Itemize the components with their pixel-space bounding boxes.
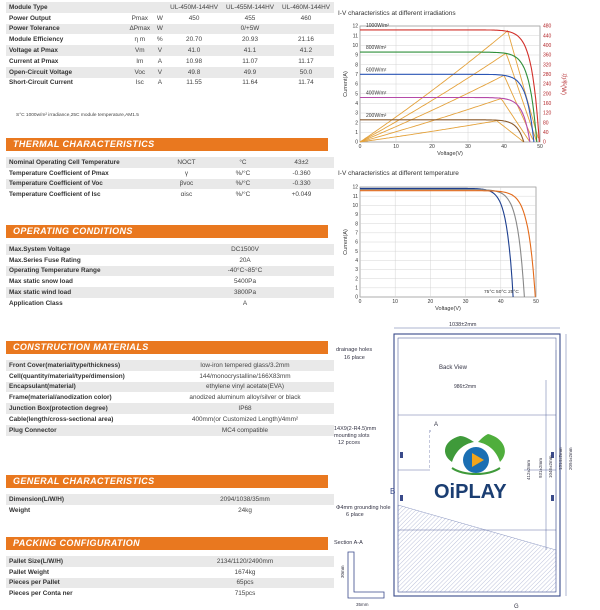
table-row <box>6 371 334 382</box>
y2-tick-label: 40 <box>543 129 549 136</box>
row-value: %/°C <box>217 179 269 190</box>
row-label: Pallet Size(L/W/H) <box>6 556 156 567</box>
row-value: -0.360 <box>269 168 334 179</box>
y2-tick-label: 440 <box>543 33 552 40</box>
row-value: 400mm(or Customized Length)/4mm² <box>156 414 334 425</box>
table-row <box>6 78 334 89</box>
slots-label-2: mounting slots <box>334 433 370 439</box>
irradiance-chart <box>334 20 566 160</box>
row-label: Pieces per Pallet <box>6 578 156 589</box>
y-tick-label: 5 <box>355 91 358 98</box>
row-value: W <box>154 13 166 24</box>
operating-table <box>6 244 334 309</box>
row-value: ΔPmax <box>126 24 154 35</box>
x-tick-label: 30 <box>462 299 469 305</box>
row-label: Module Type <box>6 2 126 13</box>
y-tick-label: 3 <box>355 110 358 117</box>
x-tick-label: 50 <box>537 144 543 150</box>
table-row <box>6 13 334 24</box>
row-value: 2134/1120/2490mm <box>156 556 334 567</box>
y-tick-label: 10 <box>352 202 358 209</box>
row-value: UL-450M-144HV <box>166 2 222 13</box>
row-value: DC1500V <box>156 244 334 255</box>
y-tick-label: 7 <box>355 230 358 237</box>
y-tick-label: 4 <box>355 100 358 107</box>
y-tick-label: 7 <box>355 71 358 78</box>
y2-tick-label: 400 <box>543 42 552 49</box>
row-value: 11.07 <box>222 56 278 67</box>
y2-tick-label: 120 <box>543 110 552 117</box>
row-value <box>154 2 166 13</box>
y2-tick-label: 80 <box>543 120 549 127</box>
packing-table <box>6 556 334 599</box>
row-value: 41.2 <box>278 45 334 56</box>
row-value: 41.0 <box>166 45 222 56</box>
row-label: Power Tolerance <box>6 24 126 35</box>
y-tick-label: 12 <box>352 23 358 30</box>
x-axis-label: Voltage(V) <box>435 306 461 312</box>
general-table <box>6 494 334 516</box>
y-tick-label: 1 <box>355 285 358 292</box>
row-label: Max.Series Fuse Rating <box>6 255 156 266</box>
y-tick-label: 8 <box>355 62 358 69</box>
row-value: W <box>154 24 166 35</box>
slots-label: 14X9(2-R4.5)mm <box>334 426 377 432</box>
row-label: Junction Box(protection degree) <box>6 403 156 414</box>
construction-table <box>6 360 334 436</box>
row-label: Max static wind load <box>6 287 156 298</box>
section-thermal-title: THERMAL CHARACTERISTICS <box>6 138 328 151</box>
row-value: 20.70 <box>166 34 222 45</box>
dim-top-label: 1038±2mm <box>449 322 477 328</box>
dim-h5-label: 412±2mm <box>526 460 531 480</box>
hatched-cell-area <box>398 505 556 592</box>
row-label: Open-Circuit Voltage <box>6 67 126 78</box>
x-tick-label: 40 <box>501 144 507 150</box>
row-label: Weight <box>6 505 156 516</box>
row-value: MC4 compatible <box>156 425 334 436</box>
table-row <box>6 255 334 266</box>
row-label: Max static snow load <box>6 276 156 287</box>
row-value: A <box>156 298 334 309</box>
row-value: 11.17 <box>278 56 334 67</box>
row-value: +0.049 <box>269 189 334 200</box>
y-tick-label: 9 <box>355 52 358 59</box>
row-label: Operating Temperature Range <box>6 266 156 277</box>
row-value <box>278 24 334 35</box>
row-value: Pmax <box>126 13 154 24</box>
table-row <box>6 505 334 516</box>
section-packing-title: PACKING CONFIGURATION <box>6 537 328 550</box>
table-row <box>6 56 334 67</box>
thermal-table <box>6 157 334 200</box>
table-row <box>6 67 334 78</box>
x-tick-label: 30 <box>465 144 471 150</box>
y-axis-label: Current(A) <box>343 71 349 97</box>
table-row <box>6 266 334 277</box>
irradiance-label: 400W/m² <box>366 90 387 97</box>
row-value: η m <box>126 34 154 45</box>
row-label: Module Efficiency <box>6 34 126 45</box>
y-tick-label: 0 <box>355 294 358 301</box>
row-label: Short-Circuit Current <box>6 78 126 89</box>
row-label: Frame(material/anodization color) <box>6 392 156 403</box>
table-row <box>6 244 334 255</box>
row-value: UL-455M-144HV <box>222 2 278 13</box>
x-tick-label: 50 <box>533 299 539 305</box>
y-tick-label: 0 <box>355 139 358 146</box>
row-value: 1674kg <box>156 567 334 578</box>
row-value: 450 <box>166 13 222 24</box>
row-value: 715pcs <box>156 588 334 599</box>
table-row <box>6 360 334 371</box>
dim-h4-label: 931±2mm <box>538 458 543 478</box>
temperature-chart <box>334 183 544 321</box>
table-row <box>6 382 334 393</box>
drainage-count: 16 place <box>344 355 365 361</box>
dim-h2-label: 1314±2mm <box>558 447 563 470</box>
row-label: Temperature Coefficient of Pmax <box>6 168 156 179</box>
table-row <box>6 287 334 298</box>
row-label: Current at Pmax <box>6 56 126 67</box>
row-value: 11.64 <box>222 78 278 89</box>
row-value: -0.330 <box>269 179 334 190</box>
table-row <box>6 403 334 414</box>
table-row <box>6 298 334 309</box>
row-value: %/°C <box>217 189 269 200</box>
table-row <box>6 414 334 425</box>
section-a-marker: A <box>434 422 439 428</box>
row-value: 49.8 <box>166 67 222 78</box>
row-value: 460 <box>278 13 334 24</box>
row-value: γ <box>156 168 217 179</box>
row-value: 20A <box>156 255 334 266</box>
table-row <box>6 24 334 35</box>
section-label: Section A-A <box>334 540 363 546</box>
row-value: 2094/1038/35mm <box>156 494 334 505</box>
irradiance-label: 600W/m² <box>366 67 387 74</box>
row-label: Cable(length/cross-sectional area) <box>6 414 156 425</box>
row-label: Nominal Operating Cell Temperature <box>6 157 156 168</box>
y-tick-label: 10 <box>352 42 358 49</box>
row-value: Isc <box>126 78 154 89</box>
y-tick-label: 6 <box>355 81 358 88</box>
row-label: Pallet Weight <box>6 567 156 578</box>
row-value: 20.93 <box>222 34 278 45</box>
section-profile <box>348 552 384 598</box>
row-value: IP68 <box>156 403 334 414</box>
oiplay-logo <box>430 432 524 506</box>
row-value: Voc <box>126 67 154 78</box>
section-general-title: GENERAL CHARACTERISTICS <box>6 475 328 488</box>
row-label: Front Cover(material/type/thickness) <box>6 360 156 371</box>
row-label: Cell(quantity/material/type/dimension) <box>6 371 156 382</box>
table-row <box>6 189 334 200</box>
chart2-title: I-V characteristics at different temperature <box>338 170 459 177</box>
row-value: %/°C <box>217 168 269 179</box>
chart1-title: I-V characteristics at different irradiations <box>338 10 456 17</box>
row-value: 43±2 <box>269 157 334 168</box>
row-value: 5400Pa <box>156 276 334 287</box>
table-row <box>6 494 334 505</box>
row-value <box>126 2 154 13</box>
row-label: Temperature Coefficient of Voc <box>6 179 156 190</box>
irradiance-label: 800W/m² <box>366 45 387 52</box>
x-tick-label: 10 <box>392 299 398 305</box>
row-value: -40°C~85°C <box>156 266 334 277</box>
y-tick-label: 2 <box>355 120 358 127</box>
y2-tick-label: 320 <box>543 62 552 69</box>
row-value: 455 <box>222 13 278 24</box>
y-tick-label: 11 <box>352 33 358 40</box>
section-height: 30mm <box>340 565 345 578</box>
ground-count: 6 place <box>346 512 364 518</box>
row-value: 10.98 <box>166 56 222 67</box>
row-value: 49.9 <box>222 67 278 78</box>
y-tick-label: 3 <box>355 267 358 274</box>
row-label: Pieces per Conta ner <box>6 588 156 599</box>
row-label: Application Class <box>6 298 156 309</box>
row-value: 21.16 <box>278 34 334 45</box>
row-value: 41.1 <box>222 45 278 56</box>
y-tick-label: 12 <box>352 184 358 191</box>
row-label: Encapsulant(material) <box>6 382 156 393</box>
y2-tick-label: 280 <box>543 71 552 78</box>
y-tick-label: 5 <box>355 248 358 255</box>
section-construction-title: CONSTRUCTION MATERIALS <box>6 341 328 354</box>
x-tick-label: 20 <box>429 144 435 150</box>
table-row <box>6 168 334 179</box>
table-row <box>6 157 334 168</box>
section-width: 35mm <box>356 602 369 607</box>
y-axis-label: Current(A) <box>343 229 349 255</box>
charts-and-drawing <box>334 0 600 610</box>
x-tick-label: 0 <box>358 299 362 305</box>
y2-tick-label: 0 <box>543 139 546 146</box>
y-tick-label: 9 <box>355 212 358 219</box>
y2-tick-label: 200 <box>543 91 552 98</box>
row-value: V <box>154 67 166 78</box>
row-value <box>166 24 222 35</box>
row-value: 65pcs <box>156 578 334 589</box>
x-axis-label: Voltage(V) <box>437 151 463 157</box>
table-row <box>6 578 334 589</box>
table-row <box>6 567 334 578</box>
table-row <box>6 392 334 403</box>
y-tick-label: 11 <box>352 193 358 200</box>
row-value: ethylene vinyl acetate(EVA) <box>156 382 334 393</box>
table-row <box>6 45 334 56</box>
row-value: Im <box>126 56 154 67</box>
row-value: A <box>154 56 166 67</box>
slots-count: 12 pcces <box>338 440 361 446</box>
electrical-table <box>6 2 334 88</box>
dim-h1-label: 2094±2mm <box>568 447 573 470</box>
y2-tick-label: 160 <box>543 100 552 107</box>
module-drawing <box>334 320 600 610</box>
row-label: Dimension(L/W/H) <box>6 494 156 505</box>
ground-label: Φ4mm grounding hole <box>336 505 391 511</box>
irradiance-label: 1000W/m² <box>366 22 390 29</box>
y-tick-label: 2 <box>355 276 358 283</box>
x-tick-label: 20 <box>427 299 434 305</box>
table-row <box>6 425 334 436</box>
temperature-labels: 75°C 50°C 25°C <box>484 290 519 295</box>
row-label: Voltage at Pmax <box>6 45 126 56</box>
row-value: A <box>154 78 166 89</box>
row-value: 144/monocrystalline/166X83mm <box>156 371 334 382</box>
table-row <box>6 2 334 13</box>
row-value: V <box>154 45 166 56</box>
table-row <box>6 34 334 45</box>
row-value: 50.0 <box>278 67 334 78</box>
row-value: 3800Pa <box>156 287 334 298</box>
logo-text: OiPLAY <box>434 481 507 503</box>
row-value: 11.55 <box>166 78 222 89</box>
y2-tick-label: 360 <box>543 52 552 59</box>
row-value: anodized aluminum alloy/silver or black <box>156 392 334 403</box>
drainage-label: drainage holes <box>336 347 373 353</box>
row-value: αisc <box>156 189 217 200</box>
electrical-table-block <box>6 2 334 88</box>
table-row <box>6 588 334 599</box>
y2-tick-label: 240 <box>543 81 552 88</box>
stc-note: S°C 1000w/m² irradiance,25C module temperature,AM1.5 <box>16 113 139 118</box>
table-row <box>6 276 334 287</box>
row-label: Power Output <box>6 13 126 24</box>
row-value: low-iron tempered glass/3.2mm <box>156 360 334 371</box>
g-marker: G <box>514 604 519 610</box>
y-tick-label: 4 <box>355 257 358 264</box>
table-row <box>6 556 334 567</box>
inner-width-label: 986±2mm <box>454 384 477 390</box>
row-value: % <box>154 34 166 45</box>
row-label: Max.System Voltage <box>6 244 156 255</box>
irradiance-label: 200W/m² <box>366 112 387 119</box>
b-marker: B <box>390 487 396 496</box>
y-tick-label: 8 <box>355 221 358 228</box>
row-value: Vm <box>126 45 154 56</box>
back-view-label: Back View <box>439 365 467 371</box>
row-value: NOCT <box>156 157 217 168</box>
row-label: Temperature Coefficient of Isc <box>6 189 156 200</box>
row-value: °C <box>217 157 269 168</box>
y-tick-label: 1 <box>355 129 358 136</box>
y-tick-label: 6 <box>355 239 358 246</box>
y2-tick-label: 480 <box>543 23 552 30</box>
dim-h3-label: 1046±2mm <box>548 455 553 478</box>
x-tick-label: 40 <box>498 299 504 305</box>
table-row <box>6 179 334 190</box>
row-label: Plug Connector <box>6 425 156 436</box>
row-value: βvoc <box>156 179 217 190</box>
y2-axis-label: 功率(W) <box>560 73 566 95</box>
row-value: 11.74 <box>278 78 334 89</box>
row-value: 0/+5W <box>222 24 278 35</box>
row-value: UL-460M-144HV <box>278 2 334 13</box>
row-value: 24kg <box>156 505 334 516</box>
section-operating-title: OPERATING CONDITIONS <box>6 225 328 238</box>
x-tick-label: 10 <box>393 144 399 150</box>
x-tick-label: 0 <box>358 144 362 150</box>
